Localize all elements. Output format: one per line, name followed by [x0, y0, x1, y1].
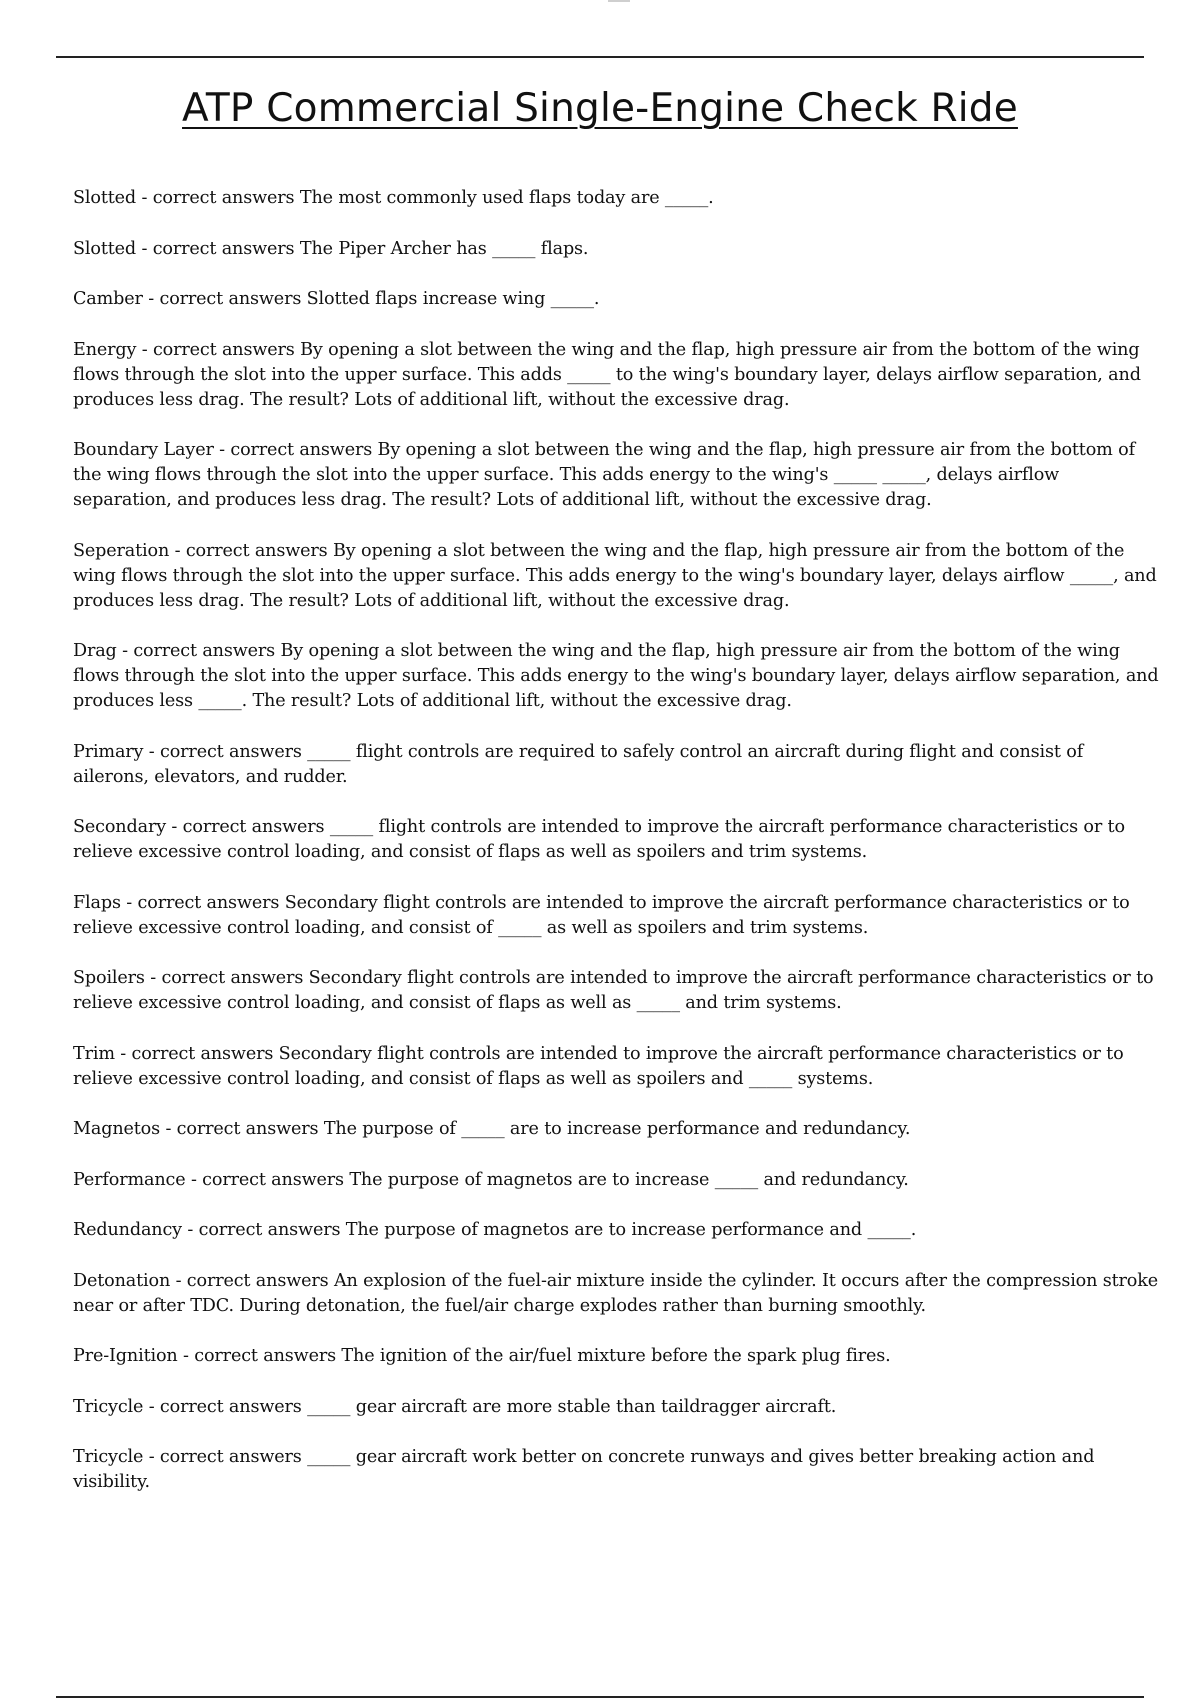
- qa-item: Primary - correct answers _____ flight controls are required to safely control an aircraft during flight and consist of ailerons, elevators, and rudder.: [73, 741, 1084, 787]
- qa-item: Redundancy - correct answers The purpose of magnetos are to increase performance and _____.: [73, 1220, 917, 1240]
- qa-item: Energy - correct answers By opening a slot between the wing and the flap, high pressure air from the bottom of the wing flows through the slot into the upper surface. This adds _____ to the wing's boundary layer, delays airflow separation, and produces less drag. The result? Lots of additional lift, without the excessive drag.: [73, 339, 1141, 410]
- qa-item: Pre-Ignition - correct answers The ignition of the air/fuel mixture before the spark plug fires.: [73, 1346, 891, 1366]
- page-top-mark: [608, 0, 630, 2]
- qa-item: Tricycle - correct answers _____ gear aircraft are more stable than taildragger aircraft.: [73, 1396, 837, 1417]
- footer-rule: [56, 1696, 1144, 1698]
- qa-item: Trim - correct answers Secondary flight controls are intended to improve the aircraft performance characteristics or to relieve excessive control loading, and consist of flaps as well as spoilers and _____ systems.: [73, 1043, 1124, 1089]
- qa-item: Drag - correct answers By opening a slot between the wing and the flap, high pressure air from the bottom of the wing flows through the slot into the upper surface. This adds energy to the wing's boundary layer, delays airflow separation, and produces less _____. The result? Lots of additional lift, without the excessive drag.: [73, 641, 1159, 711]
- qa-item: Boundary Layer - correct answers By opening a slot between the wing and the flap, high pressure air from the bottom of the wing flows through the slot into the upper surface. This adds energy to the wing's _____ _____, delays airflow separation, and produces less drag. The result? Lots of additional lift, without the excessive drag.: [73, 440, 1135, 510]
- qa-item: Slotted - correct answers The Piper Archer has _____ flaps.: [73, 238, 589, 259]
- qa-list: [73, 186, 1163, 1521]
- header-rule: [56, 56, 1144, 58]
- qa-item: Camber - correct answers Slotted flaps increase wing _____.: [73, 289, 600, 309]
- qa-item: Performance - correct answers The purpose of magnetos are to increase _____ and redundancy.: [73, 1169, 909, 1190]
- qa-item: Magnetos - correct answers The purpose of _____ are to increase performance and redundancy.: [73, 1119, 911, 1139]
- page-title: ATP Commercial Single-Engine Check Ride: [182, 86, 1018, 131]
- qa-item: Flaps - correct answers Secondary flight controls are intended to improve the aircraft performance characteristics or to relieve excessive control loading, and consist of _____ as well as spoilers and trim systems.: [73, 892, 1130, 938]
- qa-item: Detonation - correct answers An explosion of the fuel-air mixture inside the cylinder. It occurs after the compression stroke near or after TDC. During detonation, the fuel/air charge explodes rather than burning smoothly.: [73, 1270, 1159, 1316]
- qa-item: Slotted - correct answers The most commonly used flaps today are _____.: [73, 188, 714, 208]
- qa-item: Spoilers - correct answers Secondary flight controls are intended to improve the aircraft performance characteristics or to relieve excessive control loading, and consist of flaps as well as _____ and trim systems.: [73, 968, 1154, 1013]
- qa-item: Seperation - correct answers By opening a slot between the wing and the flap, high pressure air from the bottom of the wing flows through the slot into the upper surface. This adds energy to the wing's boundary layer, delays airflow _____, and produces less drag. The result? Lots of additional lift, without the excessive drag.: [73, 540, 1157, 611]
- qa-item: Tricycle - correct answers _____ gear aircraft work better on concrete runways and gives better breaking action and visibility.: [73, 1447, 1095, 1492]
- qa-item: Secondary - correct answers _____ flight controls are intended to improve the aircraft performance characteristics or to relieve excessive control loading, and consist of flaps as well as spoilers and trim systems.: [73, 817, 1125, 862]
